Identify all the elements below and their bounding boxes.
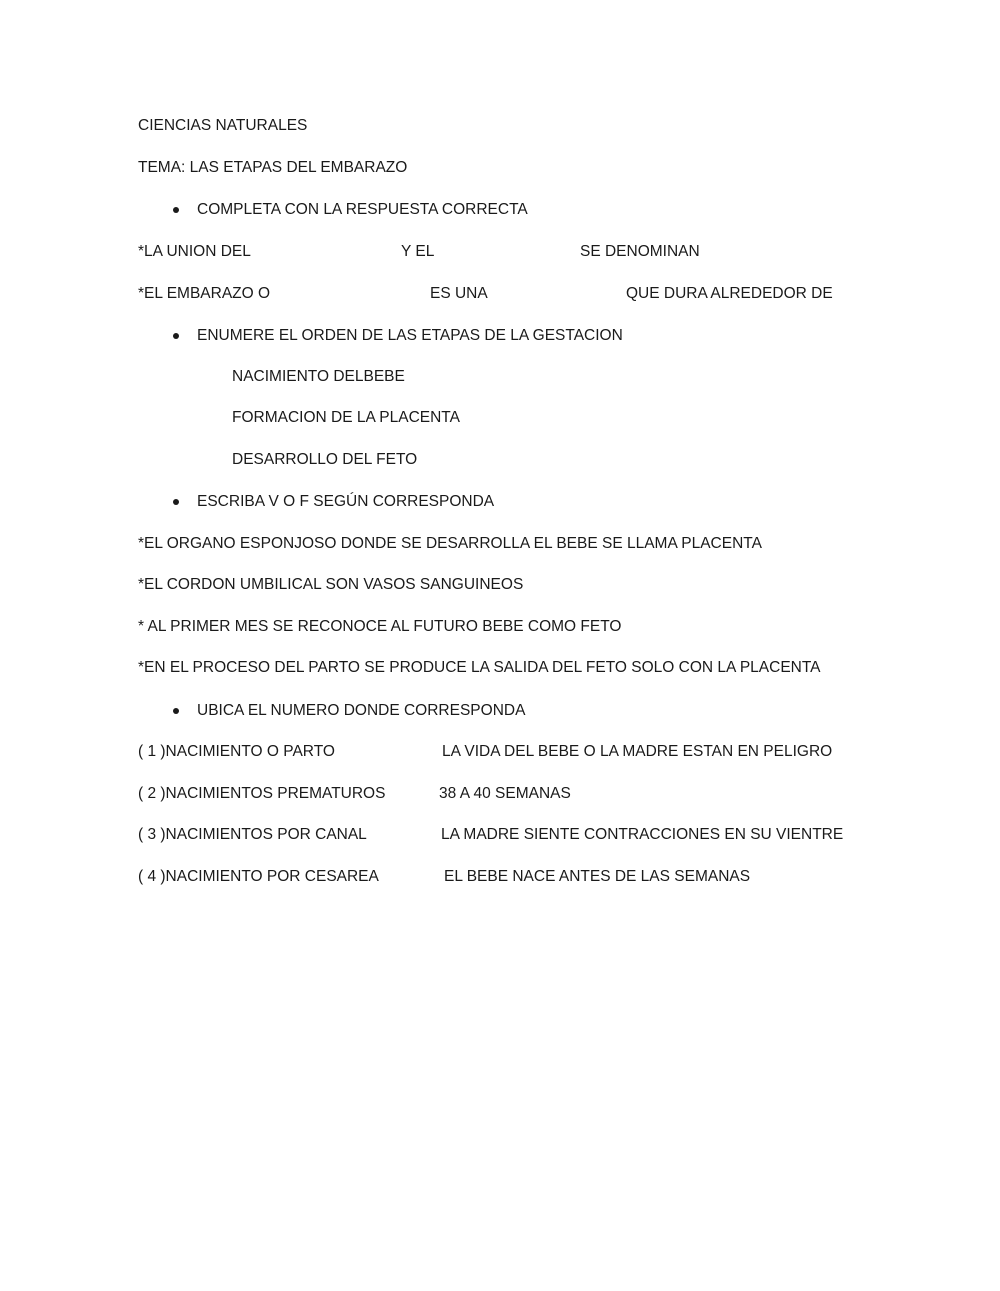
fill-line2-part2: ES UNA [430, 285, 488, 302]
bullet-icon [173, 207, 179, 213]
match-right-item: EL BEBE NACE ANTES DE LAS SEMANAS [444, 868, 751, 885]
match-left-item: ( 1 )NACIMIENTO O PARTO [138, 743, 335, 760]
tf-statement: * AL PRIMER MES SE RECONOCE AL FUTURO BEBE COMO FETO [138, 618, 622, 635]
fill-line2-part3: QUE DURA ALREDEDOR DE [626, 285, 833, 302]
match-left-item: ( 3 )NACIMIENTOS POR CANAL [138, 826, 367, 843]
tf-statement: *EN EL PROCESO DEL PARTO SE PRODUCE LA SALIDA DEL FETO SOLO CON LA PLACENTA [138, 659, 821, 676]
fill-line2-part1: *EL EMBARAZO O [138, 285, 271, 302]
subject-title: CIENCIAS NATURALES [138, 117, 308, 134]
stage-item: FORMACION DE LA PLACENTA [232, 409, 460, 426]
fill-line1-part2: Y EL [401, 243, 435, 260]
fill-line1-part1: *LA UNION DEL [138, 243, 251, 260]
tf-statement: *EL CORDON UMBILICAL SON VASOS SANGUINEOS [138, 576, 524, 593]
instruction-true-false: ESCRIBA V O F SEGÚN CORRESPONDA [197, 493, 495, 510]
tf-statement: *EL ORGANO ESPONJOSO DONDE SE DESARROLLA EL BEBE SE LLAMA PLACENTA [138, 535, 762, 552]
bullet-icon [173, 708, 179, 714]
stage-item: NACIMIENTO DELBEBE [232, 368, 405, 385]
stage-item: DESARROLLO DEL FETO [232, 451, 418, 468]
topic-title: TEMA: LAS ETAPAS DEL EMBARAZO [138, 159, 408, 176]
bullet-icon [173, 499, 179, 505]
match-right-item: 38 A 40 SEMANAS [439, 785, 571, 802]
instruction-complete: COMPLETA CON LA RESPUESTA CORRECTA [197, 201, 528, 218]
instruction-order: ENUMERE EL ORDEN DE LAS ETAPAS DE LA GESTACION [197, 327, 623, 344]
match-left-item: ( 4 )NACIMIENTO POR CESAREA [138, 868, 379, 885]
match-right-item: LA VIDA DEL BEBE O LA MADRE ESTAN EN PELIGRO [442, 743, 833, 760]
fill-line1-part3: SE DENOMINAN [580, 243, 700, 260]
match-right-item: LA MADRE SIENTE CONTRACCIONES EN SU VIENTRE [441, 826, 844, 843]
bullet-icon [173, 333, 179, 339]
match-left-item: ( 2 )NACIMIENTOS PREMATUROS [138, 785, 386, 802]
instruction-match: UBICA EL NUMERO DONDE CORRESPONDA [197, 702, 526, 719]
